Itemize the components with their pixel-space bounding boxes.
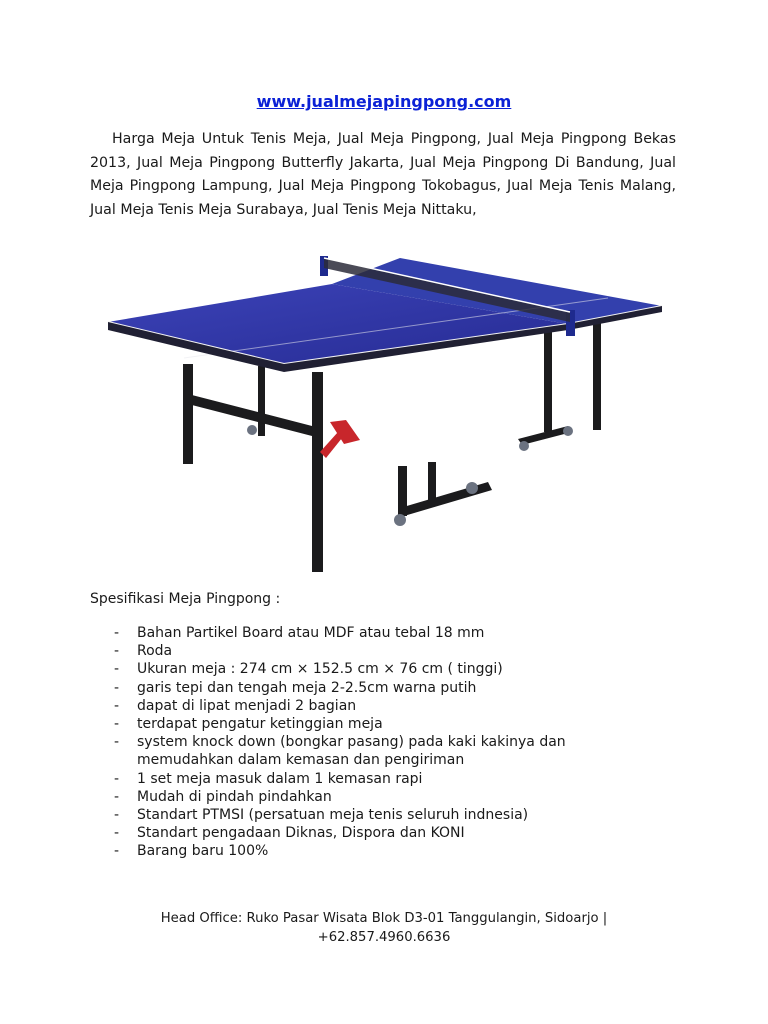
intro-paragraph: Harga Meja Untuk Tenis Meja, Jual Meja Pingpong, Jual Meja Pingpong Bekas 2013, Jual Meja Pingpong Butterfly Jakarta, Jual Meja Pingpong Di Bandung, Jual Meja Pingpong Lampung, Jual Meja Pingpong Tokobagus, Jual Meja Tenis Malang, Jual Meja Tenis Meja Surabaya, Jual Tenis Meja Nittaku, — [90, 131, 676, 218]
bullet-dash: - — [114, 716, 120, 733]
bullet-dash: - — [114, 643, 120, 660]
spec-item-text: Mudah di pindah pindahkan — [137, 788, 332, 805]
spec-item-text: Ukuran meja : 274 cm × 152.5 cm × 76 cm ( tinggi) — [137, 661, 503, 678]
spec-item — [90, 624, 650, 642]
bullet-dash: - — [114, 661, 120, 678]
bullet-dash: - — [114, 679, 120, 696]
bullet-dash: - — [114, 697, 120, 714]
spec-item-text: system knock down (bongkar pasang) pada kaki kakinya dan memudahkan dalam kemasan dan pengiriman — [137, 734, 566, 769]
spec-item — [90, 788, 650, 806]
spec-item — [90, 824, 650, 842]
footer-address: Head Office: Ruko Pasar Wisata Blok D3-01 Tanggulangin, Sidoarjo | — [160, 911, 608, 926]
spec-item — [90, 642, 650, 660]
bullet-dash: - — [114, 843, 120, 860]
spec-item-text: Standart PTMSI (persatuan meja tenis seluruh indnesia) — [137, 807, 529, 824]
spec-item-text: Bahan Partikel Board atau MDF atau tebal 18 mm — [137, 625, 485, 641]
spec-item — [90, 733, 650, 769]
spec-title: Spesifikasi Meja Pingpong : — [90, 591, 281, 607]
spec-item-text: dapat di lipat menjadi 2 bagian — [137, 697, 357, 714]
bullet-dash: - — [114, 788, 120, 805]
spec-item-text: Standart pengadaan Diknas, Dispora dan KONI — [137, 825, 465, 842]
spec-item — [90, 697, 650, 715]
spec-item-text: Barang baru 100% — [137, 843, 269, 860]
bullet-dash: - — [114, 734, 120, 751]
spec-item — [90, 806, 650, 824]
spec-item — [90, 715, 650, 733]
footer-phone: +62.857.4960.6636 — [317, 930, 451, 945]
bullet-dash: - — [114, 770, 120, 787]
spec-item — [90, 660, 650, 678]
spec-item-text: terdapat pengatur ketinggian meja — [137, 716, 383, 733]
bullet-dash: - — [114, 807, 120, 824]
ping-pong-table-image — [88, 226, 680, 576]
spec-item-text: garis tepi dan tengah meja 2-2.5cm warna putih — [137, 679, 477, 696]
bullet-dash: - — [114, 625, 120, 641]
spec-item-text: 1 set meja masuk dalam 1 kemasan rapi — [137, 770, 423, 787]
spec-item — [90, 770, 650, 788]
spec-item — [90, 842, 650, 860]
spec-item — [90, 679, 650, 697]
footer — [134, 909, 634, 947]
site-url-link[interactable]: www.jualmejapingpong.com — [256, 92, 512, 111]
bullet-dash: - — [114, 825, 120, 842]
spec-item-text: Roda — [137, 643, 173, 660]
spec-list — [90, 624, 650, 861]
